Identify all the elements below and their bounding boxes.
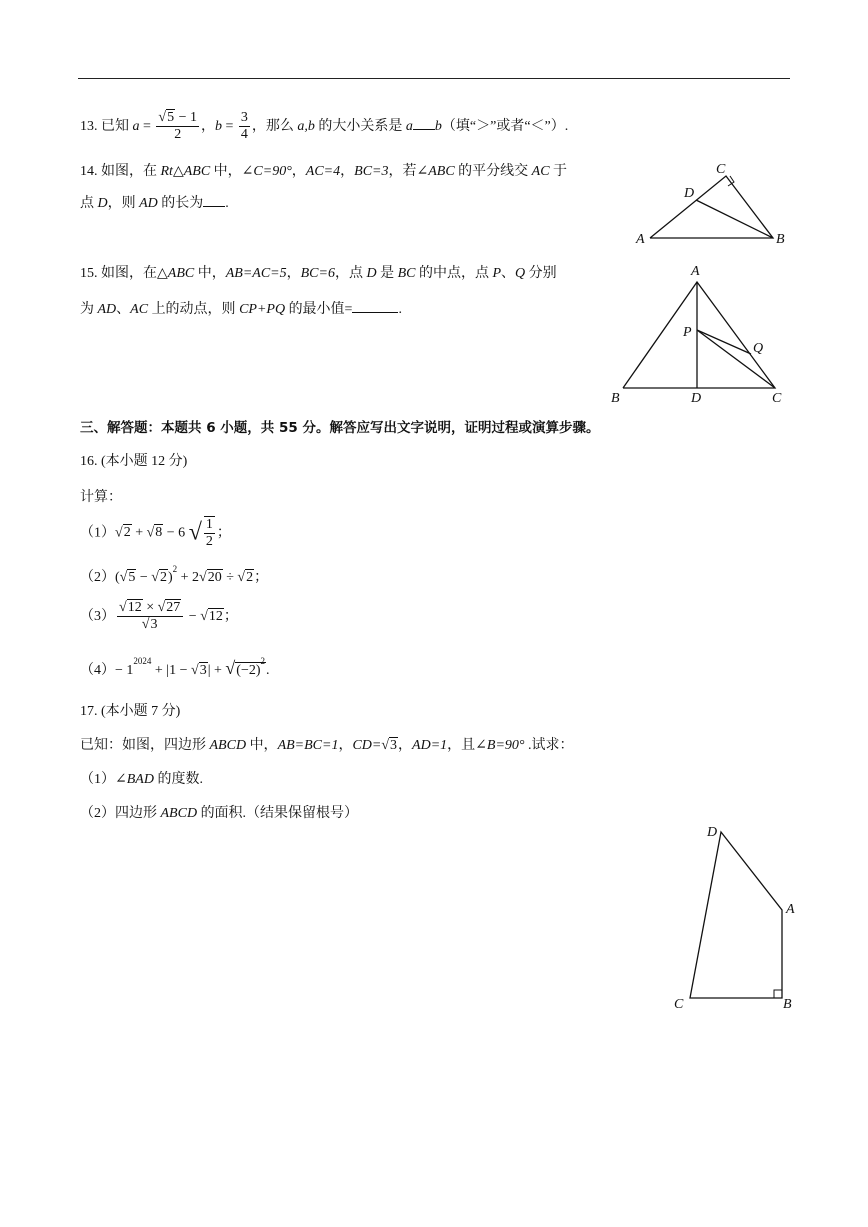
question-16-title: 16. (本小题 12 分) [80, 454, 188, 469]
fig15-label-p: P [683, 325, 692, 340]
fig15-label-c: C [772, 391, 782, 406]
figure-14-triangle [630, 155, 810, 255]
question-14-line2: 点 D，则 AD 的长为 . [80, 196, 229, 211]
q16-part3: （3） $\frac{√12 \times √27}{√3}$ − √12； [80, 600, 238, 633]
answer-blank-14 [203, 194, 225, 207]
fig14-label-b: B [776, 232, 785, 247]
question-17-statement: 已知：如图，四边形 ABCD 中，AB=BC=1，CD=√3，AD=1，且∠B=90° .试求： [80, 738, 574, 753]
fig17-label-d: D [707, 825, 718, 840]
q16-part1: （1）√2 + √8 − 6 √ $\frac{1}{2}$ ； [80, 517, 231, 550]
fig17-label-c: C [674, 997, 684, 1012]
question-13: 13. 已知 a = $\frac{√5 - 1}{2}$ ，b = $\frac{3}{4}$ ，那么 a,b 的大小关系是 a b（填“＞”或者“＜”）. [80, 110, 569, 143]
answer-blank-15 [352, 300, 398, 313]
question-14-line1: 14. 如图，在 Rt△ABC 中，∠C=90°，AC=4，BC=3，若∠ABC 的平分线交 AC 于 [80, 164, 568, 179]
fig15-label-a: A [691, 264, 700, 279]
q16-part2: $(2)(√5 - √2)^2 + 2√20 \div √2$； [80, 564, 269, 585]
fig14-label-c: C [716, 162, 726, 177]
fraction-b: $\frac{3}{4}$ [240, 110, 248, 143]
fig15-label-d: D [691, 391, 702, 406]
section-3-heading: 三、解答题：本题共 6 小题，共 55 分。解答应写出文字说明，证明过程或演算步骤。 [80, 420, 600, 436]
figure-15-triangle [605, 260, 805, 410]
fig17-label-a: A [786, 902, 795, 917]
fig17-label-b: B [783, 997, 792, 1012]
q16-part4: $(4)- 1^{2024} + |1 - √3| + √(-2)^2$. [80, 656, 270, 678]
fig15-label-q: Q [753, 341, 764, 356]
fig14-label-a: A [636, 232, 645, 247]
fig14-label-d: D [684, 186, 695, 201]
fraction-a: $\frac{√5 - 1}{2}$ [158, 110, 197, 143]
q17-part2: （2）四边形 ABCD 的面积.（结果保留根号） [80, 806, 359, 821]
question-17-title: 17. (本小题 7 分) [80, 704, 181, 719]
question-16-intro: 计算： [80, 490, 122, 505]
question-15-line1: 15. 如图，在△ABC 中，AB=AC=5，BC=6，点 D 是 BC 的中点，点 P、Q 分别 [80, 266, 557, 281]
figure-17-quadrilateral [665, 820, 805, 1020]
answer-blank-13 [413, 117, 435, 130]
header-rule [78, 78, 790, 79]
fig15-label-b: B [611, 391, 620, 406]
q17-part1: （1）∠BAD 的度数. [80, 772, 203, 787]
question-15-line2: 为 AD、AC 上的动点，则 CP+PQ 的最小值= . [80, 302, 402, 317]
